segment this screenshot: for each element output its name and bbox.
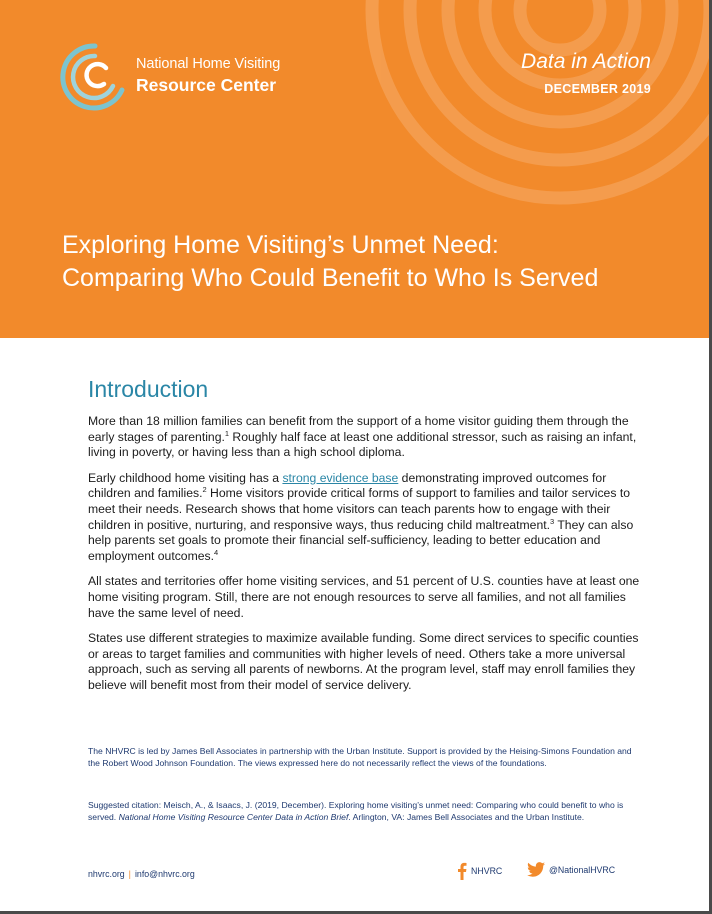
footer-separator: | xyxy=(128,869,131,879)
paragraph-4: States use different strategies to maximize available funding. Some direct services to specific counties or areas to target families and communities with higher levels of need. Others take a more universal approach, such as serving all parents of newborns. At the program level, staff may enroll families they believe will benefit most from their model of service delivery. xyxy=(88,631,639,692)
paragraph-2 xyxy=(88,471,648,565)
funding-note: The NHVRC is led by James Bell Associates in partnership with the Urban Institute. Support is provided by the Heising-Simons Foundation and the Robert Wood Johnson Foundation. The views expressed here do not necessarily reflect the views of the foundations. xyxy=(88,746,632,769)
text-run: Home visitors provide critical forms of support to families and tailor services to meet their needs. Research shows that home visitors can teach parents how to engage with their children in positive, nurturing, and responsive ways, thus reducing child maltreatment. xyxy=(88,486,630,532)
facebook-label: NHVRC xyxy=(471,866,503,876)
publication-date: DECEMBER 2019 xyxy=(544,82,651,96)
email-link[interactable]: info@nhvrc.org xyxy=(134,869,195,879)
section-heading-introduction: Introduction xyxy=(88,376,209,402)
footer-contact xyxy=(88,869,195,879)
text-run: . Arlington, VA: James Bell Associates and the Urban Institute. xyxy=(348,812,585,823)
paragraph-1 xyxy=(88,414,648,461)
org-name-line2: Resource Center xyxy=(136,75,277,95)
twitter-icon xyxy=(527,862,545,877)
twitter-label: @NationalHVRC xyxy=(549,864,616,875)
text-run: They can also help parents set goals to promote their financial self-sufficiency, leading to better education and employment outcomes. xyxy=(88,517,634,563)
footnote-ref-2[interactable]: 2 xyxy=(202,485,207,495)
footnote-ref-1[interactable]: 1 xyxy=(224,428,230,438)
facebook-handle[interactable] xyxy=(457,862,502,880)
document-title xyxy=(62,229,682,295)
text-run: Suggested citation: Meisch, A., & Isaacs, J. (2019, December). Exploring home visiting’s unmet need: Comparing who could benefit to who is served. xyxy=(88,800,624,823)
introduction-body xyxy=(88,414,648,704)
header-banner xyxy=(0,0,709,338)
footnote-ref-3[interactable]: 3 xyxy=(550,516,555,526)
title-line-2: Comparing Who Could Benefit to Who Is Served xyxy=(62,264,599,292)
title-line-1: Exploring Home Visiting’s Unmet Need: xyxy=(62,231,499,259)
paragraph-3: All states and territories offer home visiting services, and 51 percent of U.S. counties have at least one home visiting program. Still, there are not enough resources to serve all families, and not all families have the same level of need. xyxy=(88,574,640,620)
twitter-handle[interactable] xyxy=(527,862,615,877)
footnote-ref-4[interactable]: 4 xyxy=(214,547,219,557)
facebook-icon xyxy=(457,862,467,880)
series-label: Data in Action xyxy=(521,50,651,73)
evidence-base-link[interactable]: strong evidence base xyxy=(282,470,399,485)
suggested-citation xyxy=(88,799,636,824)
text-run: More than 18 million families can benefit from the support of a home visitor guiding them through the early stages of parenting. xyxy=(88,414,629,444)
org-name-line1: National Home Visiting xyxy=(136,56,281,72)
nhvrc-logo-icon xyxy=(56,38,134,116)
text-run: Early childhood home visiting has a xyxy=(88,470,283,485)
text-run: demonstrating improved outcomes for children and families. xyxy=(88,470,607,501)
citation-publication: National Home Visiting Resource Center Data in Action Brief xyxy=(118,812,349,823)
text-run: Roughly half face at least one additional stressor, such as raising an infant, living in poverty, or having less than a high school diploma. xyxy=(88,429,637,460)
website-link[interactable]: nhvrc.org xyxy=(88,869,125,879)
